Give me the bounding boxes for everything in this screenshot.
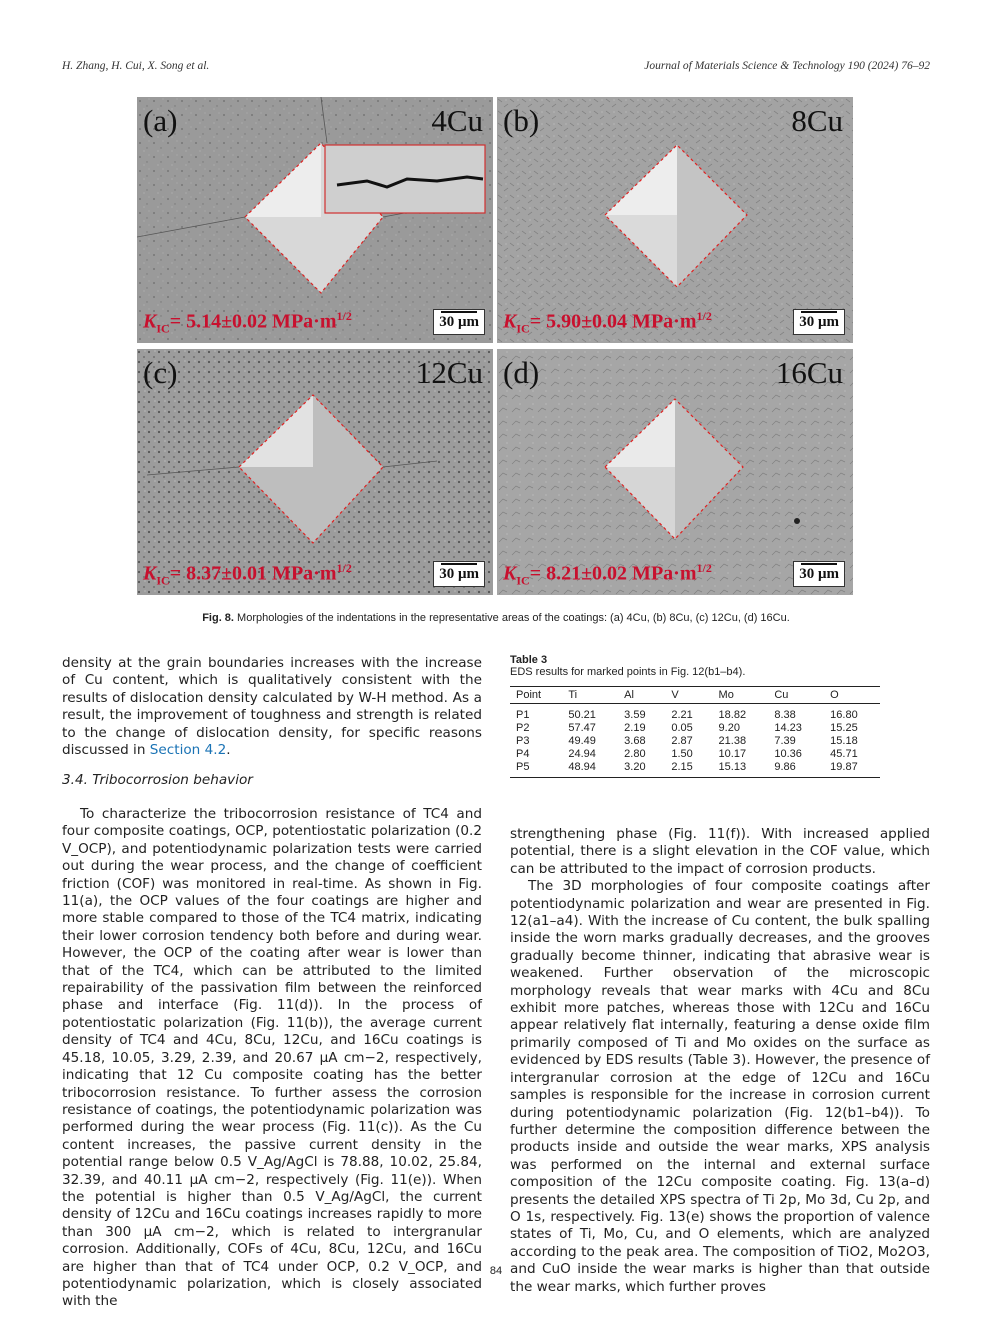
paragraph: density at the grain boundaries increases with the increase of Cu content, which is qualitatively consistent with the results of dislocation density calculated by W-H method. As a result, the improvement of toughness and strength is related to the change of dislocation density, for specific reasons discussed in Section 4.2. xyxy=(62,655,482,759)
table-row: P2 57.47 2.19 0.05 9.20 14.23 15.25 xyxy=(516,722,858,734)
kic-value-c: $K_{IC}= 8.37\pm 0.01$ $MPa\cdot m^{1/2}$ xyxy=(143,561,352,588)
section-heading: 3.4. Tribocorrosion behavior xyxy=(62,772,253,788)
page-number: 84 xyxy=(489,1265,503,1277)
kic-value-b: $K_{IC}= 5.90\pm 0.04$ $MPa\cdot m^{1/2}$ xyxy=(503,309,712,336)
panel-label-a: (a) xyxy=(143,103,178,138)
figure-panel-c xyxy=(137,349,493,595)
right-column-body xyxy=(510,826,930,1296)
left-column-body xyxy=(62,806,482,1311)
figure-caption-label: Fig. 8. xyxy=(202,612,234,624)
table-row: P3 49.49 3.68 2.87 21.38 7.39 15.18 xyxy=(516,735,858,747)
kic-value-a: $K_{IC}= 5.14\pm 0.02$ $MPa\cdot m^{1/2}$ xyxy=(143,309,352,336)
table-row: P4 24.94 2.80 1.50 10.17 10.36 45.71 xyxy=(516,748,858,760)
section-link[interactable]: Section 4.2 xyxy=(149,742,227,759)
panel-label-b: (b) xyxy=(503,103,540,138)
paragraph: strengthening phase (Fig. 11(f)). With increased applied potential, there is a slight elevation in the COF value, which can be attributed to the impact of corrosion products. xyxy=(510,826,930,877)
panel-composition-d: 16Cu xyxy=(775,355,843,390)
table-label: Table 3 xyxy=(510,654,548,666)
eds-results-table xyxy=(510,686,880,778)
figure-8 xyxy=(137,97,853,597)
scale-bar-d: 30 μm xyxy=(793,561,845,587)
panel-composition-c: 12Cu xyxy=(415,355,483,390)
paragraph: To characterize the tribocorrosion resistance of TC4 and four composite coatings, OCP, potentiostatic polarization (0.2 V_OCP), and potentiodynamic polarization tests were carried out during the wear process, and the change of coefficient friction (COF) was monitored in real-time. As shown in Fig. 11(a), the OCP values of the four coatings are higher and more stable compared to those of the TC4 matrix, indicating their lower corrosion tendency both before and during wear. However, the OCP of the coating after wear is lower than that of the TC4, which can be attributed to the limited repairability of the passivation film between the reinforced phase and interface (Fig. 11(d)). In the process of potentiostatic polarization (Fig. 11(b)), the average current density of TC4 and 4Cu, 8Cu, 12Cu, and 16Cu coatings is 45.18, 10.05, 3.29, 2.39, and 20.67 μA cm−2, respectively, indicating that 12 Cu composite coating has the better tribocorrosion resistance. To further assess the corrosion resistance of coatings, the potentiodynamic polarization was performed during the wear process (Fig. 11(c)). As the Cu content increases, the passive current density in the potential range below 0.5 V_Ag/AgCl is 78.88, 10.02, 25.84, 32.39, and 40.11 μA cm−2, respectively (Fig. 11(e)). When the potential is higher than 0.5 V_Ag/AgCl, the current density of 12Cu and 16Cu coatings increases rapidly to more than 300 μA cm−2, which is related to intergranular corrosion. Additionally, COFs of 4Cu, 8Cu, 12Cu, and 16Cu are higher than that of TC4 under OCP, 0.2 V_OCP, and potentiodynamic polarization, which is closely associated with the xyxy=(62,806,482,1310)
table-title xyxy=(510,654,745,678)
running-head-authors: H. Zhang, H. Cui, X. Song et al. xyxy=(62,60,210,72)
scale-bar-b: 30 μm xyxy=(793,309,845,335)
table-row: P5 48.94 3.20 2.15 15.13 9.86 19.87 xyxy=(510,761,880,778)
scale-bar-a: 30 μm xyxy=(433,309,485,335)
figure-caption xyxy=(62,612,930,624)
paragraph: The 3D morphologies of four composite coatings after potentiodynamic polarization and wear are presented in Fig. 12(a1–a4). With the increase of Cu content, the bulk spalling inside the worn marks gradually decreases, and the grooves gradually become thinner, indicating that abrasive wear is weakened. Further observation of the microscopic morphology reveals that wear marks with 4Cu and 8Cu exhibit more patches, whereas those with 12Cu and 16Cu appear relatively flat internally, featuring a dense oxide film primarily composed of Ti and Mo oxides on the surface as evidenced by EDS results (Table 3). However, the presence of intergranular corrosion at the edge of 12Cu and 16Cu samples is responsible for the increase in corrosion current during potentiodynamic polarization (Fig. 12(b1–b4)). To further determine the composition difference between the products inside and outside the wear marks, XPS analysis was performed on the internal and external surface composition of the 12Cu composite coating. Fig. 13(a–d) presents the detailed XPS spectra of Ti 2p, Mo 3d, Cu 2p, and O 1s, respectively. Fig. 13(e) shows the proportion of valence states of Ti, Mo, Cu, and O elements, which are analyzed according to the peak area. The composition of TiO2, Mo2O3, and CuO inside the wear marks is higher than that outside the wear marks, which further proves xyxy=(510,878,930,1295)
figure-panel-b xyxy=(497,97,853,343)
kic-value-d: $K_{IC}= 8.21\pm 0.02$ $MPa\cdot m^{1/2}$ xyxy=(503,561,712,588)
panel-label-c: (c) xyxy=(143,355,178,390)
scale-bar-c: 30 μm xyxy=(433,561,485,587)
left-column-top xyxy=(62,655,482,759)
panel-composition-b: 8Cu xyxy=(791,103,843,138)
figure-panel-d xyxy=(497,349,853,595)
figure-panel-a xyxy=(137,97,493,343)
table-header-row: Point Ti Al V Mo Cu O xyxy=(510,687,880,704)
figure-caption-text: Morphologies of the indentations in the representative areas of the coatings: (a) 4Cu, (b) 8Cu, (c) 12Cu, (d) 16Cu. xyxy=(237,612,790,624)
panel-composition-a: 4Cu xyxy=(431,103,483,138)
running-head-journal: Journal of Materials Science & Technology 190 (2024) 76–92 xyxy=(644,60,930,72)
table-caption: EDS results for marked points in Fig. 12(b1–b4). xyxy=(510,666,746,678)
panel-label-d: (d) xyxy=(503,355,540,390)
table-row: P1 50.21 3.59 2.21 18.82 8.38 16.80 xyxy=(516,709,858,721)
